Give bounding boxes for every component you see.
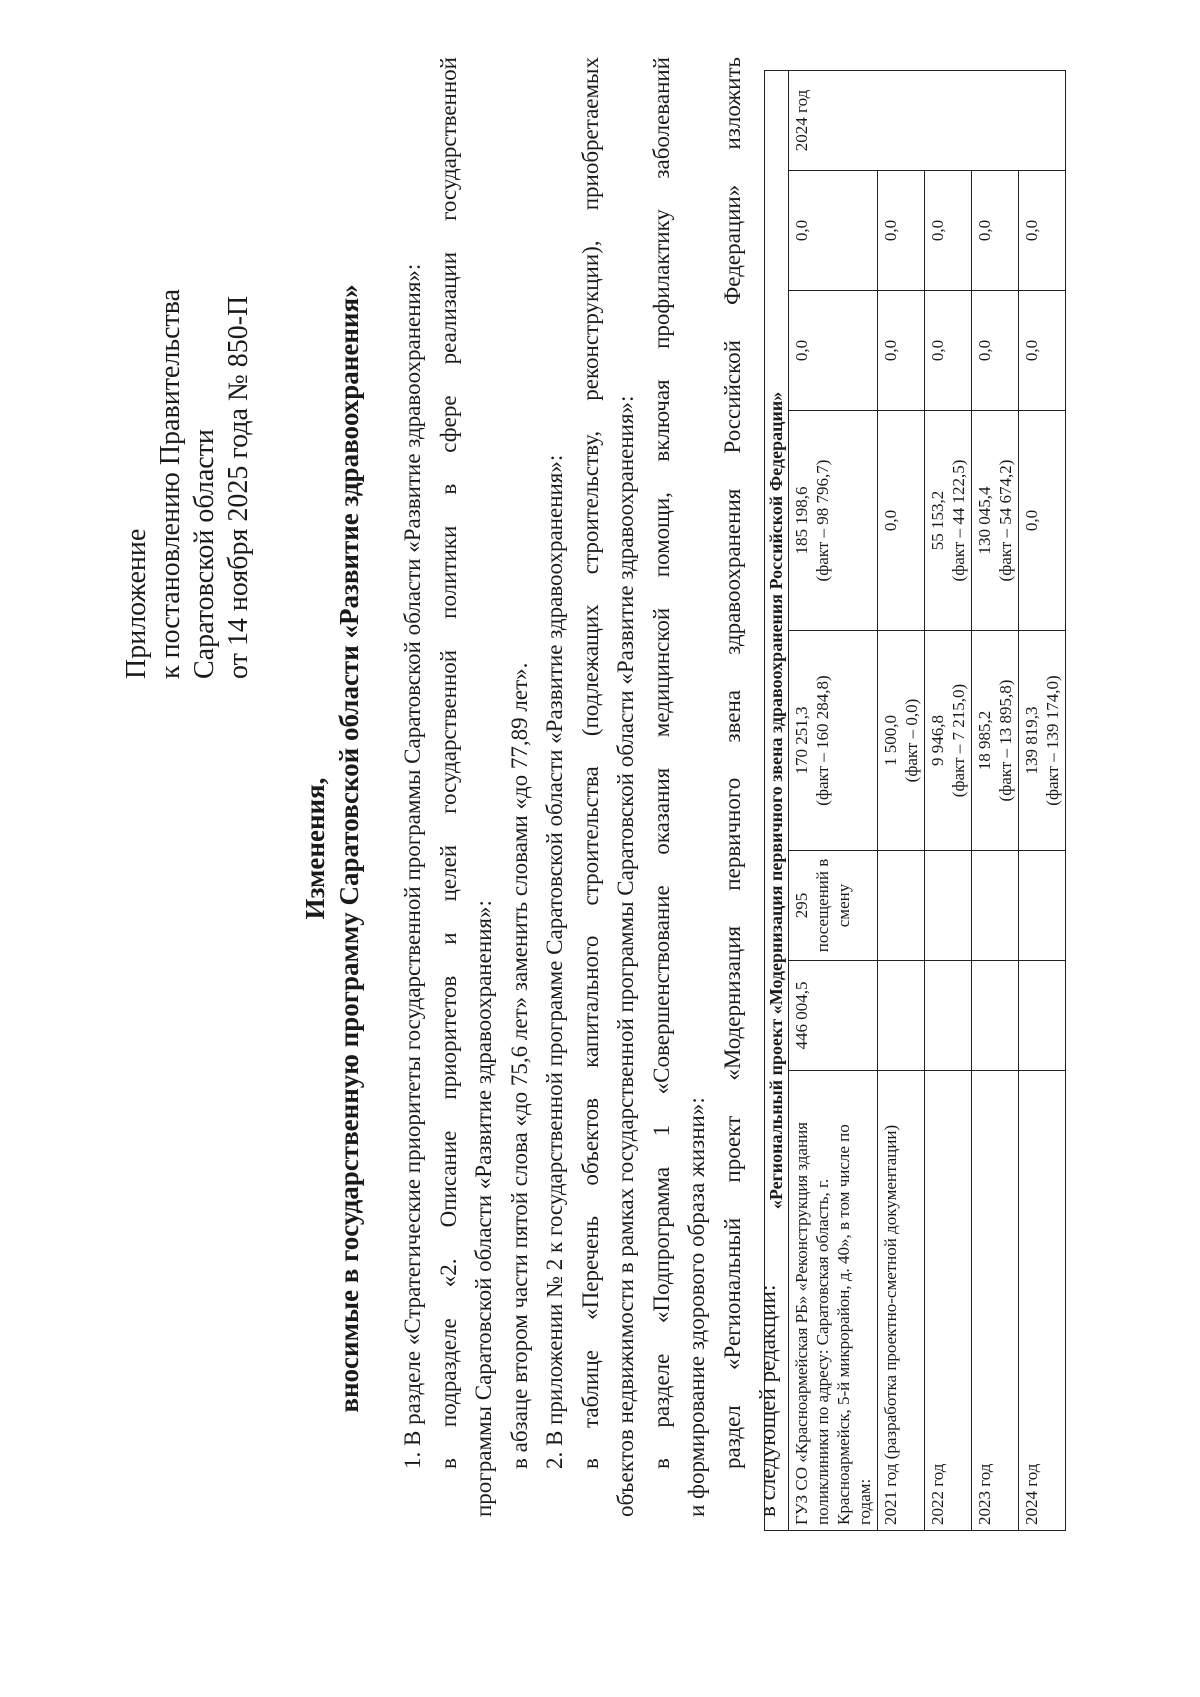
- paragraph: 1. В разделе «Стратегические приоритеты государственной программы Саратовской области «Развитие здравоохранения»:: [400, 263, 425, 1469]
- funding-source-cell: 0,0: [789, 171, 878, 291]
- funding-source-cell: 0,0: [878, 171, 925, 291]
- funding-total-cell: [789, 631, 878, 851]
- cell-value: 9 946,8: [928, 715, 947, 766]
- empty-cell: [925, 851, 972, 961]
- header-line: от 14 ноября 2025 года № 850-П: [223, 295, 254, 679]
- funding-source-cell: 0,0: [1019, 291, 1066, 411]
- cell-value: 139 819,3: [1022, 706, 1041, 775]
- capacity-cell: 295 посещений в смену: [789, 851, 878, 961]
- empty-cell: [1019, 961, 1066, 1071]
- paragraph: 2. В приложении № 2 к государственной программе Саратовской области «Развитие здравоохранения»:: [542, 454, 567, 1469]
- cell-value: 170 251,3: [792, 706, 811, 775]
- paragraph: программы Саратовской области «Развитие здравоохранения»:: [471, 900, 496, 1517]
- year-label-cell: 2024 год: [1019, 1071, 1066, 1531]
- period-cell: 2024 год: [789, 70, 1066, 170]
- cell-fact: (факт – 13 895,8): [996, 679, 1015, 802]
- cell-value: 18 985,2: [975, 710, 994, 771]
- empty-cell: [972, 851, 1019, 961]
- funding-source-cell: [925, 411, 972, 631]
- funding-total-cell: [925, 631, 972, 851]
- funding-source-cell: 0,0: [972, 291, 1019, 411]
- year-label-cell: 2022 год: [925, 1071, 972, 1531]
- cell-fact: (факт – 160 284,8): [813, 675, 832, 806]
- funding-source-cell: [789, 411, 878, 631]
- cell-value: 0,0: [881, 509, 900, 532]
- funding-source-cell: 0,0: [789, 291, 878, 411]
- funding-source-cell: 0,0: [1019, 171, 1066, 291]
- paragraph: в абзаце втором части пятой слова «до 75,6 лет» заменить словами «до 77,89 лет».: [506, 662, 532, 1469]
- estimated-cost-cell: 446 004,5: [789, 961, 878, 1071]
- header-line: Приложение: [121, 528, 152, 679]
- paragraph: объектов недвижимости в рамках государственной программы Саратовской области «Развитие здравоохранения»:: [613, 395, 638, 1517]
- empty-cell: [925, 961, 972, 1071]
- appendix-header: [120, 289, 256, 679]
- cell-fact: (факт – 44 122,5): [949, 459, 968, 582]
- object-name-cell: ГУЗ СО «Красноармейская РБ» «Реконструкция здания поликлиники по адресу: Саратовская область, г. Красноармейск, 5-й микрорайон, д. 40», в том числе по годам:: [789, 1071, 878, 1531]
- funding-total-cell: [878, 631, 925, 851]
- paragraph: в подразделе «2. Описание приоритетов и целей государственной политики в сфере реализации государственной: [435, 57, 461, 1469]
- funding-source-cell: 0,0: [878, 291, 925, 411]
- funding-source-cell: [972, 411, 1019, 631]
- paragraph: в разделе «Подпрограмма 1 «Совершенствование оказания медицинской помощи, включая профилактику заболеваний: [648, 57, 674, 1469]
- paragraph: в таблице «Перечень объектов капитального строительства (подлежащих строительству, реконструкции), приобретаемых: [577, 57, 603, 1469]
- cell-value: 55 153,2: [928, 490, 947, 551]
- year-label-cell: 2021 год (разработка проектно-сметной документации): [878, 1071, 925, 1531]
- funding-source-cell: 0,0: [925, 291, 972, 411]
- cell-value: 185 198,6: [792, 486, 811, 555]
- paragraph: раздел «Региональный проект «Модернизация первичного звена здравоохранения Российской Федерации» изложить: [719, 57, 745, 1469]
- paragraph: в следующей редакции:: [755, 1284, 780, 1517]
- year-label-cell: 2023 год: [972, 1071, 1019, 1531]
- funding-source-cell: [1019, 411, 1066, 631]
- funding-source-cell: [878, 411, 925, 631]
- cell-value: 130 045,4: [975, 486, 994, 555]
- cell-fact: (факт – 54 674,2): [996, 459, 1015, 582]
- cell-fact: (факт – 139 174,0): [1043, 675, 1062, 806]
- empty-cell: [878, 961, 925, 1071]
- empty-cell: [1019, 851, 1066, 961]
- empty-cell: [972, 961, 1019, 1071]
- table-row: [789, 70, 878, 1530]
- funding-total-cell: [972, 631, 1019, 851]
- table-row: [765, 70, 789, 1530]
- table-row: [878, 70, 925, 1530]
- cell-fact: (факт – 0,0): [902, 698, 921, 783]
- cell-value: 0,0: [1022, 509, 1041, 532]
- table-row: [972, 70, 1019, 1530]
- paragraph: и формирование здорового образа жизни»:: [684, 1097, 709, 1517]
- cell-fact: (факт – 7 215,0): [949, 683, 968, 798]
- funding-source-cell: 0,0: [925, 171, 972, 291]
- empty-cell: [878, 851, 925, 961]
- document-subtitle: вносимые в государственную программу Саратовской области «Развитие здравоохранения»: [334, 284, 364, 1413]
- header-line: к постановлению Правительства: [155, 288, 186, 679]
- header-line: Саратовской области: [189, 429, 220, 679]
- cell-fact: (факт – 98 796,7): [813, 459, 832, 582]
- capital-construction-table: [764, 70, 1066, 1531]
- table-row: [1019, 70, 1066, 1530]
- project-title-cell: «Региональный проект «Модернизация первичного звена здравоохранения Российской Федерации»: [765, 70, 789, 1530]
- cell-value: 1 500,0: [881, 715, 900, 766]
- table-row: [925, 70, 972, 1530]
- body-text: [395, 57, 786, 1517]
- funding-source-cell: 0,0: [972, 171, 1019, 291]
- document-title: Изменения,: [300, 777, 330, 920]
- funding-total-cell: [1019, 631, 1066, 851]
